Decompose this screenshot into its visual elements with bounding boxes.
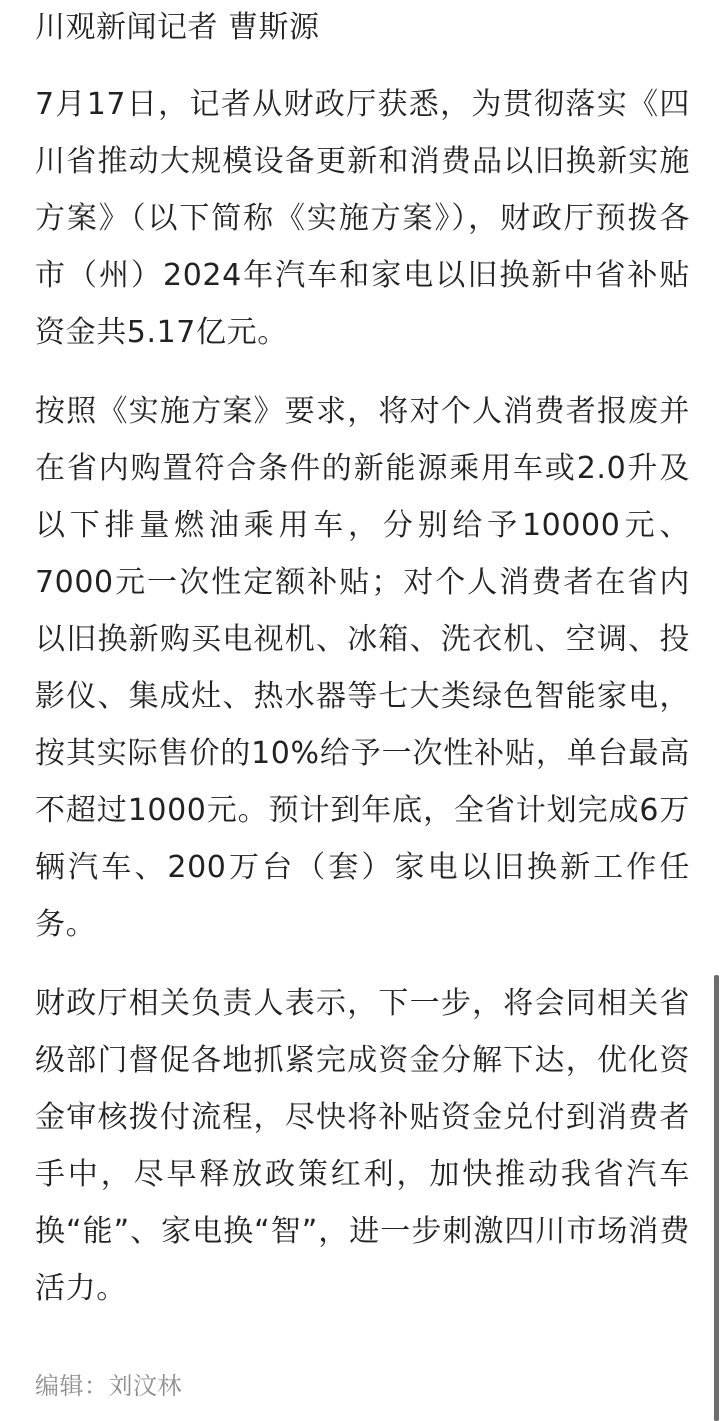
editor-credit: 编辑：刘汶林	[35, 1372, 182, 1400]
scrollbar[interactable]	[714, 975, 719, 1421]
paragraph-3: 财政厅相关负责人表示，下一步，将会同相关省级部门督促各地抓紧完成资金分解下达，优化资金审核拨付流程，尽快将补贴资金兑付到消费者手中，尽早释放政策红利，加快推动我省汽车换“能”、家电换“智”，进一步刺激四川市场消费活力。	[35, 986, 690, 1306]
paragraph-2: 按照《实施方案》要求，将对个人消费者报废并在省内购置符合条件的新能源乘用车或2.0升及以下排量燃油乘用车，分别给予10000元、7000元一次性定额补贴；对个人消费者在省内以旧换新购买电视机、冰箱、洗衣机、空调、投影仪、集成灶、热水器等七大类绿色智能家电，按其实际售价的10%给予一次性补贴，单台最高不超过1000元。预计到年底，全省计划完成6万辆汽车、200万台（套）家电以旧换新工作任务。	[35, 394, 690, 942]
paragraph-1: 7月17日，记者从财政厅获悉，为贯彻落实《四川省推动大规模设备更新和消费品以旧换新实施方案》（以下简称《实施方案》），财政厅预拨各市（州）2024年汽车和家电以旧换新中省补贴资金共5.17亿元。	[35, 87, 690, 350]
article	[35, 0, 690, 1403]
byline: 川观新闻记者 曹斯源	[35, 10, 320, 45]
